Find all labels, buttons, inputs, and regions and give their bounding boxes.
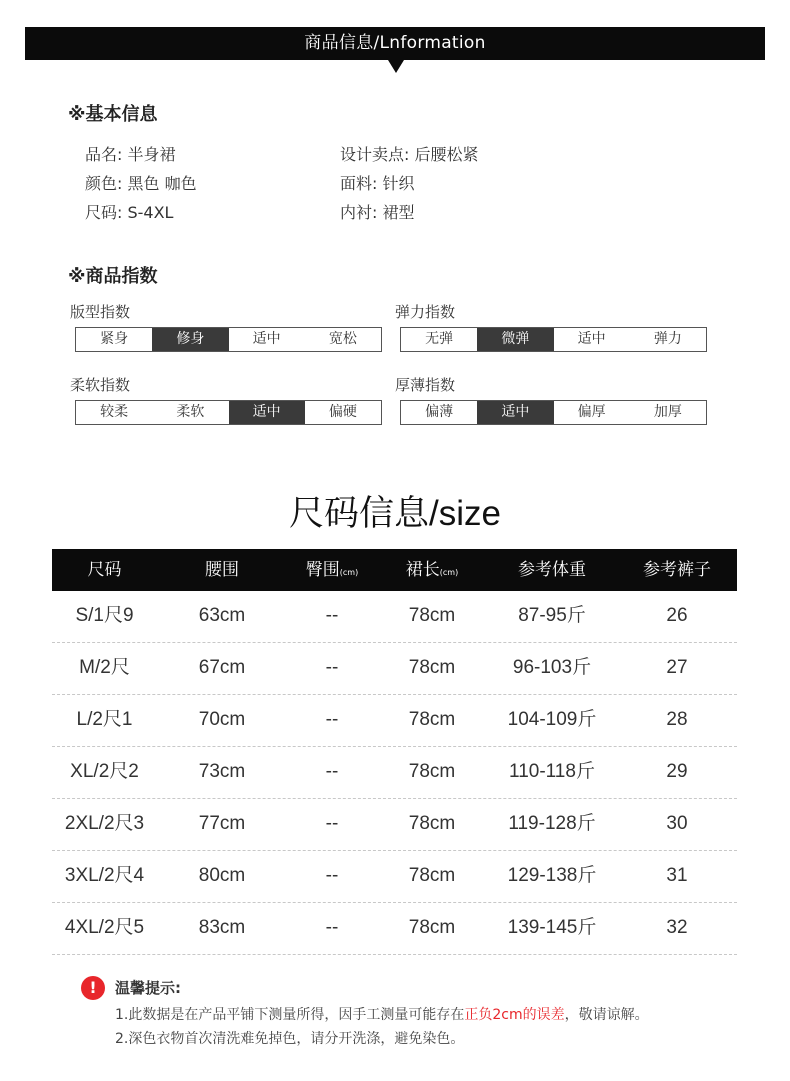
fit-index-scale: [75, 327, 382, 352]
elasticity-index-scale: [400, 327, 707, 352]
cell-length: 78cm: [408, 865, 456, 886]
info-design-feature: 设计卖点: 后腰松紧: [340, 145, 479, 164]
header-size: 尺码: [87, 560, 122, 580]
cell-hip: --: [325, 917, 339, 938]
cell-hip: --: [325, 865, 339, 886]
softness-option-selected: 适中: [229, 401, 305, 424]
cell-length: 78cm: [408, 709, 456, 730]
size-table-header: [52, 549, 737, 591]
elasticity-option: 无弹: [425, 331, 454, 347]
size-section-title: 尺码信息/size: [289, 494, 501, 533]
cell-weight: 96-103斤: [512, 657, 592, 678]
info-header-bar: [25, 27, 765, 60]
cell-pants: 29: [666, 761, 688, 782]
basic-info-title: ※基本信息: [68, 104, 158, 125]
thickness-option: 加厚: [653, 404, 682, 420]
softness-index-label: 柔软指数: [70, 376, 131, 394]
table-row: [52, 643, 737, 695]
cell-weight: 110-118斤: [509, 761, 595, 782]
cell-size: S/1尺9: [75, 605, 134, 626]
fit-option: 适中: [252, 331, 281, 347]
cell-weight: 139-145斤: [507, 917, 597, 938]
thickness-index-scale: [400, 400, 707, 425]
elasticity-option: 弹力: [653, 331, 682, 347]
cell-pants: 32: [666, 917, 688, 938]
cell-weight: 129-138斤: [507, 865, 597, 886]
info-lining: 内衬: 裙型: [340, 203, 415, 222]
cell-pants: 27: [666, 657, 688, 678]
table-row: [52, 747, 737, 799]
softness-option: 偏硬: [328, 404, 357, 420]
thickness-option: 偏薄: [425, 404, 454, 420]
table-row: [52, 591, 737, 643]
warning-icon: !: [81, 976, 105, 1000]
cell-length: 78cm: [408, 657, 456, 678]
tip-line-1: [115, 1004, 649, 1024]
fit-index-label: 版型指数: [70, 303, 131, 321]
cell-waist: 63cm: [198, 605, 246, 626]
cell-length: 78cm: [408, 761, 456, 782]
header-pants: 参考裤子: [643, 560, 711, 580]
cell-pants: 31: [666, 865, 688, 886]
tip-line-1-text: 1.此数据是在产品平铺下测量所得，因手工测量可能存在: [115, 1007, 465, 1023]
cell-hip: --: [325, 657, 339, 678]
cell-hip: --: [325, 709, 339, 730]
info-color: 颜色: 黑色 咖色: [85, 174, 197, 193]
cell-weight: 104-109斤: [507, 709, 597, 730]
cell-weight: 119-128斤: [508, 813, 596, 834]
tips-title: 温馨提示:: [115, 979, 181, 997]
header-length: 裙长(cm): [405, 560, 459, 580]
cell-length: 78cm: [408, 813, 456, 834]
tip-line-1-highlight: 正负2cm的误差: [464, 1007, 565, 1023]
table-row: [52, 903, 737, 955]
header-weight: 参考体重: [518, 560, 586, 580]
header-pointer-icon: [388, 60, 404, 73]
product-index-title: ※商品指数: [68, 266, 158, 287]
cell-length: 78cm: [408, 917, 456, 938]
header-waist: 腰围: [205, 560, 239, 580]
cell-waist: 80cm: [198, 865, 246, 886]
cell-size: 3XL/2尺4: [64, 865, 145, 886]
table-row: [52, 695, 737, 747]
cell-length: 78cm: [408, 605, 456, 626]
cell-hip: --: [325, 813, 339, 834]
thickness-index-label: 厚薄指数: [395, 376, 456, 394]
cell-size: 4XL/2尺5: [64, 917, 145, 938]
cell-size: L/2尺1: [76, 709, 133, 730]
info-fabric: 面料: 针织: [340, 174, 415, 193]
elasticity-option-selected: 微弹: [477, 328, 553, 351]
cell-hip: --: [325, 605, 339, 626]
cell-waist: 83cm: [198, 917, 246, 938]
cell-waist: 67cm: [198, 657, 246, 678]
header-hip: 臀围(cm): [305, 560, 359, 580]
elasticity-index-label: 弹力指数: [395, 303, 456, 321]
cell-pants: 26: [666, 605, 688, 626]
fit-option-selected: 修身: [152, 328, 228, 351]
fit-option: 紧身: [100, 331, 129, 347]
tip-line-1-end: ，敬请谅解。: [564, 1007, 649, 1023]
cell-pants: 30: [666, 813, 688, 834]
cell-pants: 28: [666, 709, 688, 730]
table-row: [52, 799, 737, 851]
info-product-name: 品名: 半身裙: [85, 145, 176, 164]
cell-waist: 77cm: [198, 813, 246, 834]
elasticity-option: 适中: [577, 331, 606, 347]
cell-size: 2XL/2尺3: [64, 813, 145, 834]
fit-option: 宽松: [328, 331, 357, 347]
cell-weight: 87-95斤: [518, 605, 586, 626]
thickness-option-selected: 适中: [477, 401, 553, 424]
info-header-title: 商品信息/Lnformation: [304, 33, 486, 53]
table-row: [52, 851, 737, 903]
tip-line-2: 2.深色衣物首次清洗难免掉色，请分开洗涤，避免染色。: [115, 1031, 465, 1047]
softness-option: 较柔: [100, 404, 129, 420]
softness-option: 柔软: [176, 404, 205, 420]
info-size: 尺码: S-4XL: [85, 203, 174, 222]
cell-waist: 70cm: [198, 709, 246, 730]
cell-waist: 73cm: [198, 761, 246, 782]
softness-index-scale: [75, 400, 382, 425]
thickness-option: 偏厚: [577, 404, 606, 420]
cell-size: M/2尺: [79, 657, 130, 678]
cell-hip: --: [325, 761, 339, 782]
cell-size: XL/2尺2: [70, 761, 139, 782]
